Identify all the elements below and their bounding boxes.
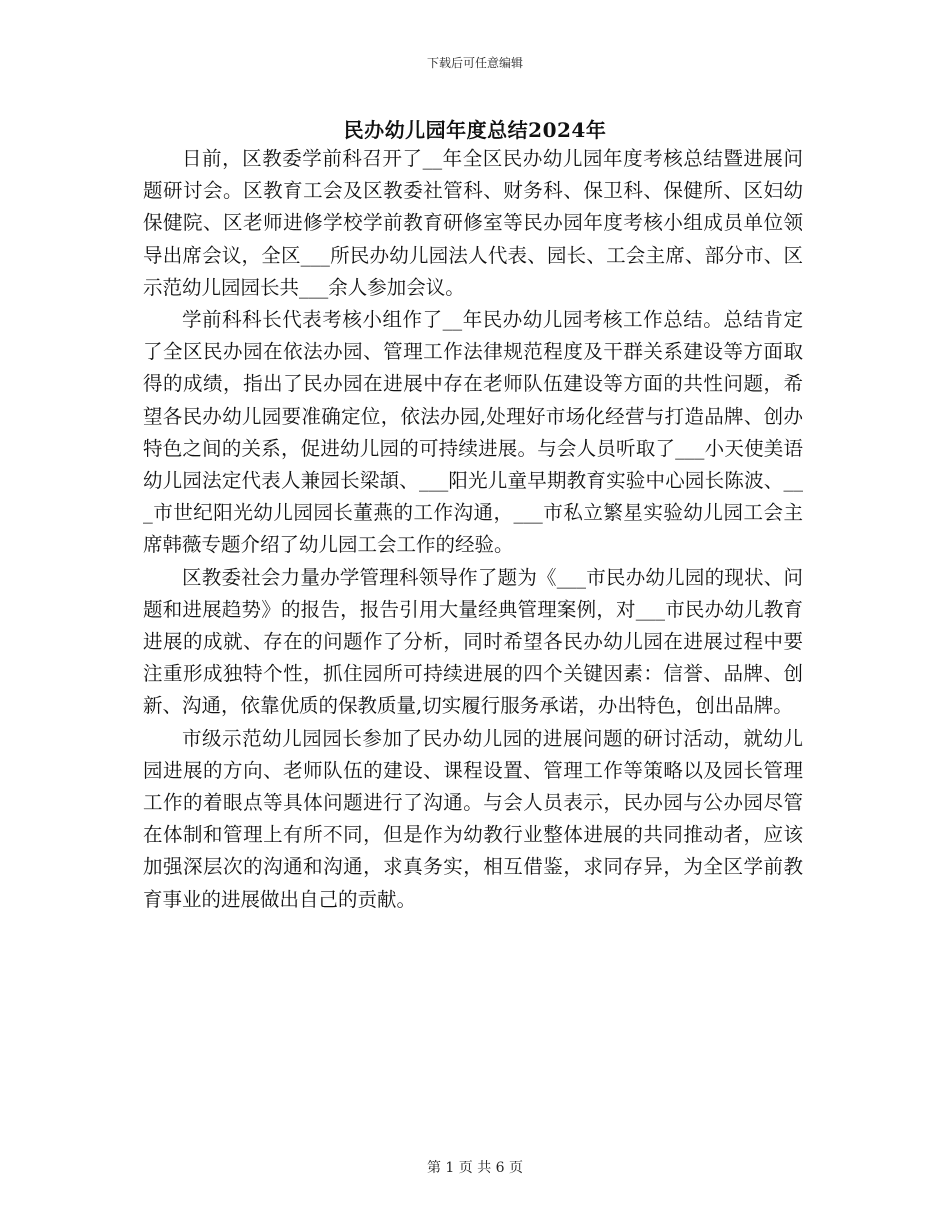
paragraph-2: 学前科科长代表考核小组作了__年民办幼儿园考核工作总结。总结肯定了全区民办园在依法办园、管理工作法律规范程度及干群关系建设等方面取得的成绩，指出了民办园在进展中存在老师队伍建设等方面的共性问题，希望各民办幼儿园要准确定位，依法办园,处理好市场化经营与打造品牌、创办特色之间的关系，促进幼儿园的可持续进展。与会人员听取了___小天使美语幼儿园法定代表人兼园长梁頡、___阳光儿童早期教育实验中心园长陈波、___市世纪阳光幼儿园园长董燕的工作沟通，___市私立繁星实验幼儿园工会主席韩薇专题介绍了幼儿园工会工作的经验。 (143, 308, 803, 557)
paragraph-4: 市级示范幼儿园园长参加了民办幼儿园的进展问题的研讨活动，就幼儿园进展的方向、老师队伍的建设、课程设置、管理工作等策略以及园长管理工作的着眼点等具体问题进行了沟通。与会人员表示，民办园与公办园尽管在体制和管理上有所不同，但是作为幼教行业整体进展的共同推动者，应该加强深层次的沟通和沟通，求真务实，相互借鉴，求同存异，为全区学前教育事业的进展做出自己的贡献。 (143, 726, 803, 911)
document-body (143, 143, 803, 916)
paragraph-3: 区教委社会力量办学管理科领导作了题为《___市民办幼儿园的现状、问题和进展趋势》的报告，报告引用大量经典管理案例，对___市民办幼儿教育进展的成就、存在的问题作了分析，同时希望各民办幼儿园在进展过程中要注重形成独特个性，抓住园所可持续进展的四个关键因素：信誉、品牌、创新、沟通，依靠优质的保教质量,切实履行服务承诺，办出特色，创出品牌。 (143, 565, 803, 718)
document-title: 民办幼儿园年度总结2024年 (343, 118, 607, 142)
paragraph-1: 日前，区教委学前科召开了__年全区民办幼儿园年度考核总结暨进展问题研讨会。区教育工会及区教委社管科、财务科、保卫科、保健所、区妇幼保健院、区老师进修学校学前教育研修室等民办园年度考核小组成员单位领导出席会议，全区___所民办幼儿园法人代表、园长、工会主席、部分市、区示范幼儿园园长共___余人参加会议。 (143, 147, 803, 299)
page-footer: 第 1 页 共 6 页 (426, 1160, 524, 1176)
header-note: 下载后可任意编辑 (426, 56, 523, 70)
